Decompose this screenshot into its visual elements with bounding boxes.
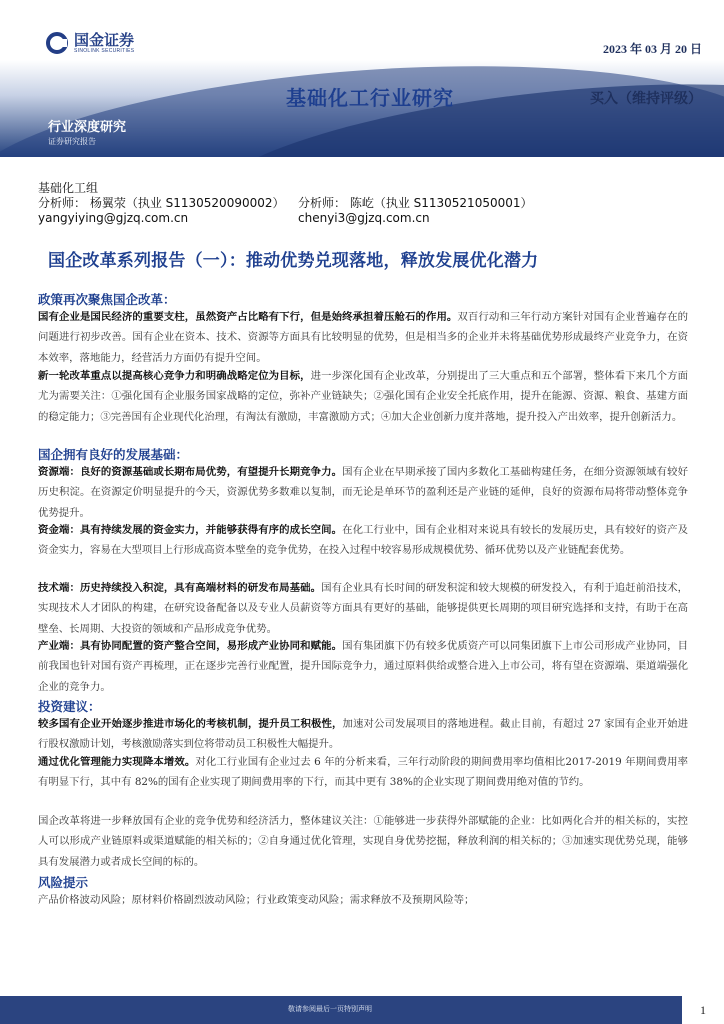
- paragraph-text: 国有集团旗下仍有较多优质资产可以同集团旗下上市公司形成产业协同，目前我国也针对国有资产再梳理，正在逐步完善行业配置，提升国际竞争力，通过原料供给或整合进入上市公司，将有望在资源端、渠道端强化企业的竞争力。: [38, 640, 688, 693]
- report-type: 行业深度研究: [48, 120, 127, 135]
- page-number: 1: [682, 996, 724, 1024]
- paragraph: [38, 811, 688, 872]
- analyst-2: 分析师： 陈屹（执业 S1130521050001）: [298, 196, 533, 210]
- analyst-info: [38, 181, 533, 226]
- document-title: 国企改革系列报告（一）：推动优势兑现落地，释放发展优化潜力: [48, 251, 539, 271]
- industry-title: 基础化工行业研究: [286, 86, 454, 110]
- report-date: 2023 年 03 月 20 日: [602, 42, 702, 56]
- logo-text-en: SINOLINK SECURITIES: [74, 47, 135, 54]
- paragraph-lead: 新一轮改革重点以提高核心竞争力和明确战略定位为目标，: [38, 370, 311, 382]
- analyst-1-email[interactable]: yangyiying@gjzq.com.cn: [38, 211, 189, 225]
- section-heading-investment: 投资建议：: [38, 699, 101, 714]
- paragraph-text: 对化工行业国有企业过去 6 年的分析来看，三年行动阶段的期间费用率均值相比2017-2019 年期间费用率有明显下行，其中有 82%的国有企业实现了期间费用率的下行，而其中更有 38%的企业实现了期间费用绝对值的节约。: [38, 756, 689, 789]
- paragraph: [38, 578, 688, 639]
- paragraph: [38, 636, 688, 697]
- section-heading-policy: 政策再次聚焦国企改革：: [38, 292, 176, 307]
- page-footer: [0, 996, 724, 1024]
- paragraph-text: 国有企业在早期承接了国内多数化工基础构建任务，在细分资源领域有较好历史积淀。在资源定价明显提升的今天，资源优势多数难以复制，而无论是单环节的盈利还是产业链的延伸，良好的资源布局将带动整体竞争优势提升。: [38, 466, 688, 519]
- analyst-group: 基础化工组: [38, 181, 99, 195]
- section-heading-foundation: 国企拥有良好的发展基础：: [38, 447, 189, 462]
- disclaimer-note[interactable]: 敬请参阅最后一页特别声明: [288, 1005, 372, 1013]
- paragraph-text: 产品价格波动风险；原材料价格剧烈波动风险；行业政策变动风险；需求释放不及预期风险等；: [38, 894, 475, 906]
- paragraph-lead: 国有企业是国民经济的重要支柱，虽然资产占比略有下行，但是始终承担着压舱石的作用。: [38, 311, 458, 323]
- logo-text-cn: 国金证券: [74, 31, 135, 49]
- paragraph: [38, 366, 688, 427]
- paragraph-text: 双百行动和三年行动方案针对国有企业普遍存在的问题进行初步改善。国有企业在资本、技术、资源等方面具有比较明显的优势，但是相当多的企业并未将基础优势形成最终产业竞争力，在资本效率，落地能力，经营活力方面仍有提升空间。: [38, 311, 689, 364]
- paragraph-lead: 资源端：良好的资源基础或长期布局优势，有望提升长期竞争力。: [38, 466, 343, 478]
- paragraph-text: 国企改革将进一步释放国有企业的竞争优势和经济活力，整体建议关注：①能够进一步获得外部赋能的企业：比如两化合并的相关标的，实控人可以形成产业链原料或渠道赋能的相关标的；②自身通过优化管理，实现自身优势挖掘，释放利润的相关标的；③加速实现优势兑现，能够具有发展潜力或者成长空间的标的。: [38, 815, 688, 868]
- logo-mark-icon: [46, 32, 68, 54]
- section-heading-risk: 风险提示: [38, 875, 89, 890]
- paragraph-lead: 产业端：具有协同配置的资产整合空间，易形成产业协同和赋能。: [38, 640, 343, 652]
- paragraph-text: 在化工行业中，国有企业相对来说具有较长的发展历史，具有较好的资产及资金实力，容易在大型项目上行形成高资本壁垒的竞争优势，在投入过程中较容易形成规模优势、循环优势以及产业链配套优势。: [38, 524, 688, 557]
- paragraph-lead: 较多国有企业开始逐步推进市场化的考核机制，提升员工积极性，: [38, 718, 343, 730]
- paragraph: [38, 307, 688, 368]
- paragraph-text: 国有企业具有长时间的研发积淀和较大规模的研发投入，有利于追赶前沿技术，实现技术人才团队的构建，在研究设备配备以及专业人员薪资等方面具有更好的基础，能够提供更长周期的项目研究选择和支持，有助于在高壁垒、长周期、大投资的领域和产品形成竞争优势。: [38, 582, 688, 635]
- paragraph: [38, 890, 688, 910]
- paragraph: [38, 520, 688, 561]
- rating-label: 买入（维持评级）: [590, 91, 702, 107]
- report-header: [0, 0, 724, 157]
- paragraph-text: 加速对公司发展项目的落地进程。截止目前，有超过 27 家国有企业开始进行股权激励计划，考核激励落实到位将带动员工积极性大幅提升。: [38, 718, 688, 751]
- paragraph: [38, 462, 688, 523]
- analyst-1: 分析师： 杨翼荥（执业 S1130520090002）: [38, 196, 285, 210]
- paragraph-text: 进一步深化国有企业改革，分别提出了三大重点和五个部署，整体看下来几个方面尤为需要关注：①强化国有企业服务国家战略的定位，弥补产业链缺失；②强化国有企业安全托底作用，提升在能源、资源、粮食、基建方面的稳定能力；③完善国有企业现代化治理，有淘汰有激励，丰富激励方式；④加大企业创新力度并落地，提升投入产出效率，提升创新活力。: [38, 370, 689, 423]
- paragraph-lead: 资金端：具有持续发展的资金实力，并能够获得有序的成长空间。: [38, 524, 343, 536]
- analyst-2-email[interactable]: chenyi3@gjzq.com.cn: [298, 211, 430, 225]
- report-subtype: 证券研究报告: [48, 137, 96, 146]
- paragraph-lead: 技术端：历史持续投入积淀，具有高端材料的研发布局基础。: [38, 582, 322, 594]
- company-logo: [46, 32, 134, 54]
- paragraph-lead: 通过优化管理能力实现降本增效。: [38, 756, 196, 768]
- paragraph: [38, 714, 688, 755]
- paragraph: [38, 752, 688, 793]
